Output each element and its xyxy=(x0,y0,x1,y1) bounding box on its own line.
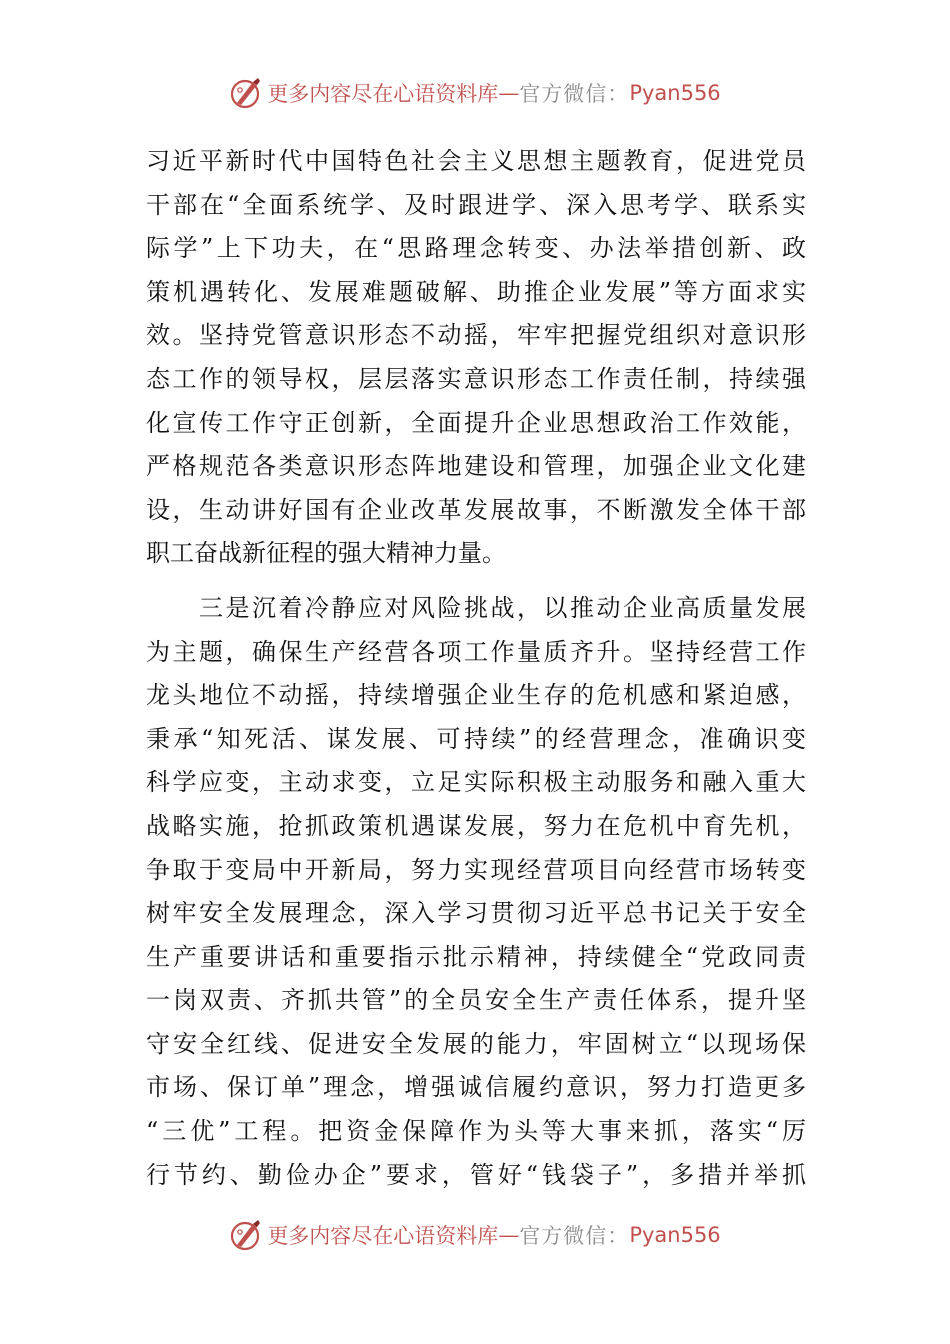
watermark-sub-text: 官方微信： xyxy=(519,82,630,106)
text-line: 行节约、勤俭办企”要求，管好“钱袋子”，多措并举抓 xyxy=(146,1160,806,1189)
text-line: 争取于变局中开新局，努力实现经营项目向经营市场转变 xyxy=(146,855,806,884)
text-line: 设，生动讲好国有企业改革发展故事，不断激发全体干部 xyxy=(146,495,806,524)
watermark-dash: — xyxy=(498,81,520,105)
watermark-wechat-id: Pyan556 xyxy=(629,1223,721,1247)
document-body xyxy=(146,140,806,1197)
text-line: 树牢安全发展理念，深入学习贯彻习近平总书记关于安全 xyxy=(146,899,806,928)
paragraph-2 xyxy=(146,587,806,1197)
text-line: 市场、保订单”理念，增强诚信履约意识，努力打造更多 xyxy=(146,1073,806,1102)
text-line: 化宣传工作守正创新，全面提升企业思想政治工作效能， xyxy=(146,408,806,437)
text-line: 干部在“全面系统学、及时跟进学、深入思考学、联系实 xyxy=(146,190,806,219)
paragraph-1 xyxy=(146,140,806,576)
text-line: 生产重要讲话和重要指示批示精神，持续健全“党政同责 xyxy=(146,942,806,971)
text-line: 效。坚持党管意识形态不动摇，牢牢把握党组织对意识形 xyxy=(146,321,806,350)
text-line: 习近平新时代中国特色社会主义思想主题教育，促进党员 xyxy=(146,147,806,175)
text-line: 守安全红线、促进安全发展的能力，牢固树立“以现场保 xyxy=(146,1029,806,1058)
text-line: 科学应变，主动求变，立足实际积极主动服务和融入重大 xyxy=(146,768,806,797)
text-line: 严格规范各类意识形态阵地建设和管理，加强企业文化建 xyxy=(146,452,806,481)
text-line: 职工奋战新征程的强大精神力量。 xyxy=(146,539,506,568)
text-line: 战略实施，抢抓政策机遇谋发展，努力在危机中育先机， xyxy=(146,811,806,840)
watermark-main-text: 更多内容尽在心语资料库 xyxy=(267,1224,499,1248)
pen-logo-icon xyxy=(229,76,263,110)
pen-logo-icon xyxy=(229,1218,263,1252)
watermark-sub-text: 官方微信： xyxy=(519,1224,630,1248)
watermark-dash: — xyxy=(498,1223,520,1247)
header-watermark xyxy=(0,73,950,113)
watermark-wechat-id: Pyan556 xyxy=(629,81,721,105)
footer-watermark xyxy=(0,1215,950,1255)
watermark-main-text: 更多内容尽在心语资料库 xyxy=(267,82,499,106)
text-line: 秉承“知死活、谋发展、可持续”的经营理念，准确识变 xyxy=(146,724,806,753)
text-line: 策机遇转化、发展难题破解、助推企业发展”等方面求实 xyxy=(146,277,806,306)
text-line: 态工作的领导权，层层落实意识形态工作责任制，持续强 xyxy=(146,364,806,393)
text-line: “三优”工程。把资金保障作为头等大事来抓，落实“厉 xyxy=(146,1117,806,1146)
text-line: 一岗双责、齐抓共管”的全员安全生产责任体系，提升坚 xyxy=(146,986,806,1015)
text-line: 三是沉着冷静应对风险挑战，以推动企业高质量发展 xyxy=(146,593,806,622)
paragraph-gap xyxy=(146,576,806,587)
text-line: 际学”上下功夫，在“思路理念转变、办法举措创新、政 xyxy=(146,234,806,263)
text-line: 龙头地位不动摇，持续增强企业生存的危机感和紧迫感， xyxy=(146,681,806,710)
text-line: 为主题，确保生产经营各项工作量质齐升。坚持经营工作 xyxy=(146,637,806,666)
